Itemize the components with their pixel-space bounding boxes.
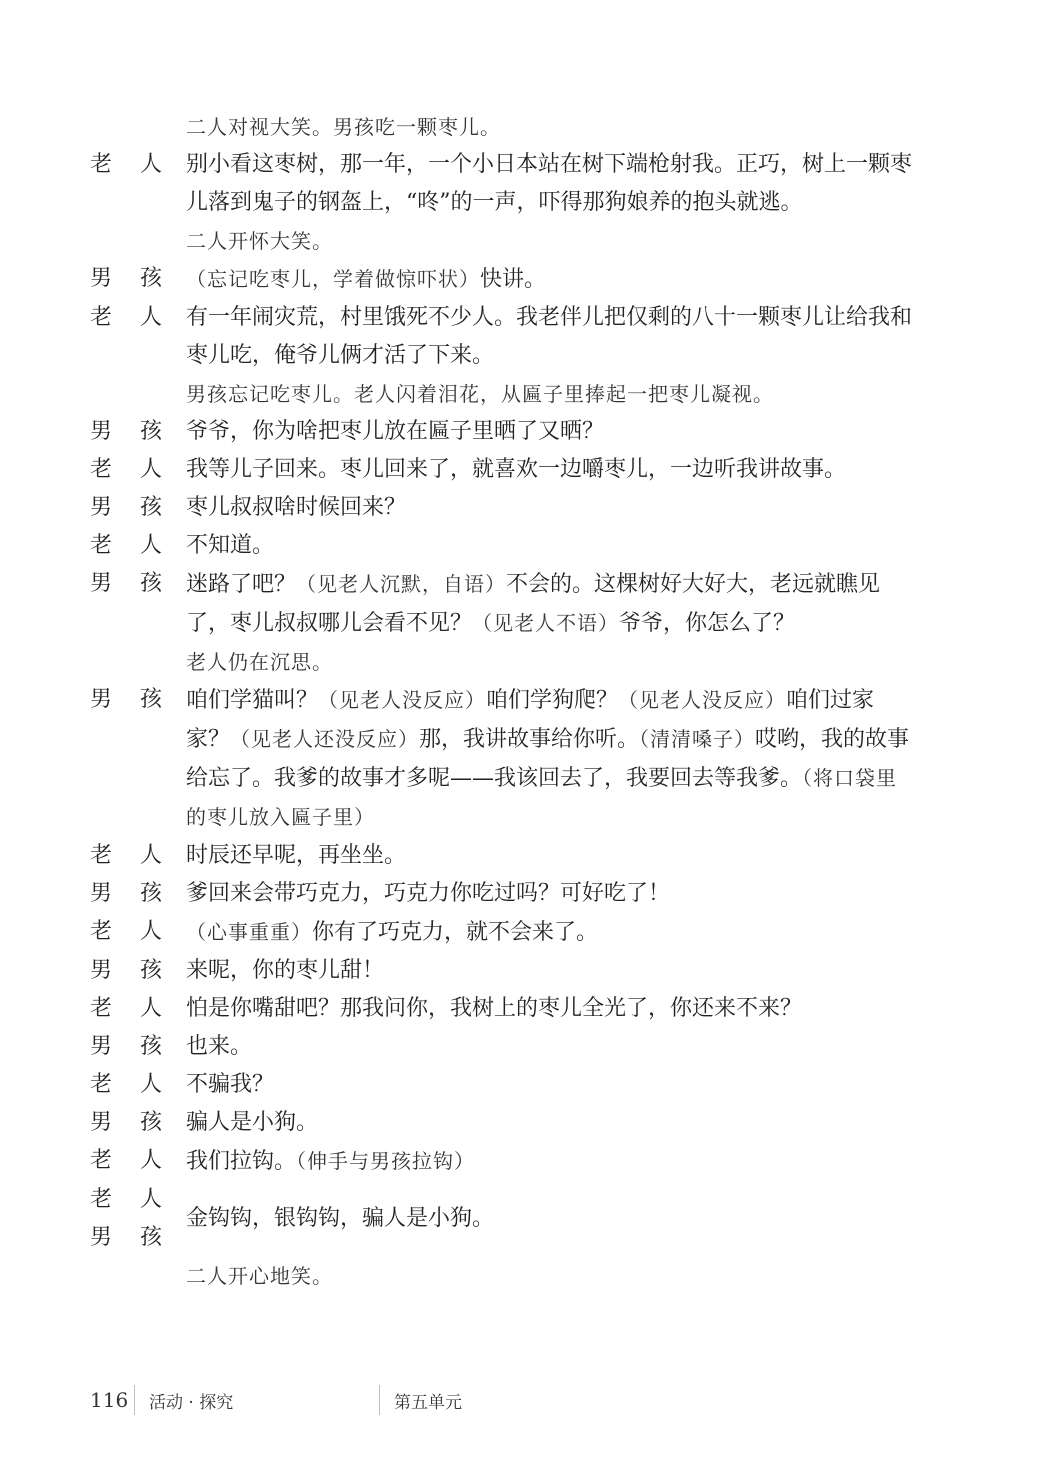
speech: 你有了巧克力，就不会来了。 — [312, 920, 599, 945]
stage-direction: 二人开怀大笑。 — [186, 229, 333, 253]
dialogue-line — [90, 1142, 950, 1181]
page-footer — [90, 1380, 462, 1420]
speech: 有一年闹灾荒，村里饿死不少人。我老伴儿把仅剩的八十一颗枣儿让给我和枣儿吃，俺爷儿俩才活了下来。 — [186, 305, 913, 368]
dialogue-text — [186, 875, 914, 913]
speaker-name — [90, 1104, 186, 1142]
inline-direction: （将口袋里的枣儿放入匾子里） — [186, 766, 898, 829]
speaker-name — [90, 1142, 186, 1180]
speech: 不骗我？ — [186, 1072, 275, 1097]
speaker-char: 男 — [90, 495, 113, 520]
stage-direction: 二人开心地笑。 — [186, 1264, 333, 1288]
inline-direction: （见老人不语） — [472, 611, 620, 635]
speech: 咱们学猫叫？ — [186, 688, 319, 713]
speaker-char: 男 — [90, 1034, 113, 1059]
dialogue-text — [186, 527, 914, 565]
speech: 我等儿子回来。枣儿回来了，就喜欢一边嚼枣儿，一边听我讲故事。 — [186, 457, 847, 482]
stage-direction: 二人对视大笑。男孩吃一颗枣儿。 — [186, 115, 501, 139]
speaker-char: 人 — [139, 152, 162, 177]
speaker-char: 孩 — [139, 571, 162, 596]
speaker-char: 男 — [90, 266, 113, 291]
speaker-char: 老 — [90, 996, 113, 1021]
speaker-name — [90, 1219, 186, 1257]
speaker-char: 老 — [90, 1148, 113, 1173]
speaker-char: 孩 — [139, 495, 162, 520]
dialogue-text — [186, 1066, 914, 1104]
speaker-char: 男 — [90, 1110, 113, 1135]
dialogue-line — [90, 565, 950, 643]
chorus-speakers — [90, 1181, 186, 1257]
dialogue-text — [186, 990, 914, 1028]
speaker-char: 孩 — [139, 687, 162, 712]
speaker-char: 男 — [90, 687, 113, 712]
speaker-char: 男 — [90, 958, 113, 983]
dialogue-text — [186, 837, 914, 875]
speaker-char: 孩 — [139, 958, 162, 983]
speaker-char: 孩 — [139, 266, 162, 291]
speaker-char: 男 — [90, 881, 113, 906]
dialogue-text — [186, 1142, 914, 1181]
dialogue-line — [90, 527, 950, 565]
inline-direction: （忘记吃枣儿，学着做惊吓状） — [186, 267, 480, 291]
dialogue-text — [186, 489, 914, 527]
speech: 爷爷，你为啥把枣儿放在匾子里晒了又晒？ — [186, 419, 605, 444]
speech: 快讲。 — [480, 267, 547, 292]
speaker-char: 老 — [90, 305, 113, 330]
speaker-char: 老 — [90, 1072, 113, 1097]
inline-direction: （见老人沉默，自语） — [296, 572, 507, 596]
speaker-name — [90, 1028, 186, 1066]
speaker-name — [90, 681, 186, 719]
speaker-name — [90, 990, 186, 1028]
speaker-name — [90, 260, 186, 298]
dialogue-text — [186, 413, 914, 451]
dialogue-text — [186, 260, 914, 299]
speaker-name — [90, 527, 186, 565]
speech: 我们拉钩。 — [186, 1149, 297, 1174]
dialogue-line — [90, 146, 950, 222]
speaker-name — [90, 875, 186, 913]
speech: 咱们学狗爬？ — [486, 688, 619, 713]
dialogue-line — [90, 913, 950, 952]
unit-title: 第五单元 — [394, 1392, 462, 1413]
speaker-name — [90, 952, 186, 990]
speaker-char: 孩 — [139, 1225, 162, 1250]
dialogue-line — [90, 489, 950, 527]
speaker-char: 老 — [90, 1187, 113, 1212]
speaker-char: 人 — [139, 305, 162, 330]
speaker-name — [90, 1181, 186, 1219]
speech: 时辰还早呢，再坐坐。 — [186, 843, 407, 868]
inline-direction: （见老人没反应） — [618, 688, 787, 712]
speaker-char: 人 — [139, 843, 162, 868]
speech: 来呢，你的枣儿甜！ — [186, 958, 385, 983]
dialogue-text — [186, 913, 914, 952]
speaker-char: 孩 — [139, 419, 162, 444]
dialogue-line — [90, 260, 950, 299]
speaker-char: 男 — [90, 571, 113, 596]
footer-divider — [134, 1385, 135, 1415]
dialogue-line — [90, 413, 950, 451]
speaker-char: 老 — [90, 457, 113, 482]
stage-direction: 老人仍在沉思。 — [186, 650, 333, 674]
speaker-name — [90, 299, 186, 337]
speaker-char: 男 — [90, 1225, 113, 1250]
footer-divider — [379, 1385, 380, 1415]
section-title: 活动 · 探究 — [149, 1392, 234, 1413]
speech: 爹回来会带巧克力，巧克力你吃过吗？可好吃了！ — [186, 881, 671, 906]
speech: 不会的。这棵树好大好大，老远就瞧见了，枣儿叔叔哪儿会看不见？ — [186, 572, 881, 636]
speaker-char: 人 — [139, 1187, 162, 1212]
stage-direction: 男孩忘记吃枣儿。老人闪着泪花，从匾子里捧起一把枣儿凝视。 — [186, 382, 774, 406]
inline-direction: （伸手与男孩拉钩） — [296, 1149, 476, 1173]
speaker-name — [90, 413, 186, 451]
speaker-char: 男 — [90, 419, 113, 444]
speech: 枣儿叔叔啥时候回来？ — [186, 495, 407, 520]
speaker-name — [90, 489, 186, 527]
speaker-char: 老 — [90, 919, 113, 944]
speech: 别小看这枣树，那一年，一个小日本站在树下端枪射我。正巧，树上一颗枣儿落到鬼子的钢盔上，“咚”的一声，吓得那狗娘养的抱头就逃。 — [186, 152, 913, 215]
speech: 也来。 — [186, 1034, 253, 1059]
speaker-char: 人 — [139, 919, 162, 944]
dialogue-text — [186, 952, 914, 990]
speaker-char: 老 — [90, 843, 113, 868]
speaker-char: 人 — [139, 1148, 162, 1173]
dialogue-text — [186, 1028, 914, 1066]
dialogue-line — [90, 952, 950, 990]
speaker-char: 孩 — [139, 881, 162, 906]
dialogue-text — [186, 1104, 914, 1142]
speaker-name — [90, 1066, 186, 1104]
speaker-char: 老 — [90, 533, 113, 558]
dialogue-line — [90, 681, 950, 837]
dialogue-line — [90, 299, 950, 375]
speaker-char: 孩 — [139, 1110, 162, 1135]
chorus-text: 金钩钩，银钩钩，骗人是小狗。 — [186, 1206, 495, 1231]
speech: 骗人是小狗。 — [186, 1110, 319, 1135]
dialogue-text — [186, 681, 914, 837]
dialogue-line — [90, 1028, 950, 1066]
speech: 爷爷，你怎么了？ — [619, 611, 796, 636]
speech: 怕是你嘴甜吧？那我问你，我树上的枣儿全光了，你还来不来？ — [186, 996, 803, 1021]
dialogue-line — [90, 837, 950, 875]
speaker-char: 老 — [90, 152, 113, 177]
dialogue-text — [186, 146, 914, 222]
inline-direction: （见老人没反应） — [318, 688, 487, 712]
dialogue-text — [186, 299, 914, 375]
chorus-line — [90, 1181, 950, 1257]
speaker-char: 人 — [139, 996, 162, 1021]
speaker-name — [90, 837, 186, 875]
inline-direction: （清清嗓子） — [639, 727, 756, 751]
script-body — [90, 108, 950, 1295]
speaker-char: 人 — [139, 457, 162, 482]
dialogue-text — [186, 565, 914, 643]
speaker-char: 人 — [139, 1072, 162, 1097]
speech: 哎哟，我的故事给忘了。我爹的故事才多呢——我该回去了，我要回去等我爹。 — [186, 727, 910, 791]
inline-direction: （见老人还没反应） — [230, 727, 420, 751]
dialogue-line — [90, 990, 950, 1028]
speech: 那，我讲故事给你听。 — [419, 727, 640, 752]
speaker-name — [90, 146, 186, 184]
speaker-name — [90, 565, 186, 603]
speaker-name — [90, 451, 186, 489]
dialogue-line — [90, 1104, 950, 1142]
dialogue-line — [90, 451, 950, 489]
speaker-name — [90, 913, 186, 951]
speaker-char: 孩 — [139, 1034, 162, 1059]
speech: 咱们过家家？ — [186, 688, 875, 752]
inline-direction: （心事重重） — [186, 920, 312, 944]
speech: 迷路了吧？ — [186, 572, 297, 597]
dialogue-line — [90, 1066, 950, 1104]
speech: 不知道。 — [186, 533, 275, 558]
speaker-char: 人 — [139, 533, 162, 558]
dialogue-text — [186, 451, 914, 489]
page-number: 116 — [90, 1388, 129, 1412]
dialogue-line — [90, 875, 950, 913]
